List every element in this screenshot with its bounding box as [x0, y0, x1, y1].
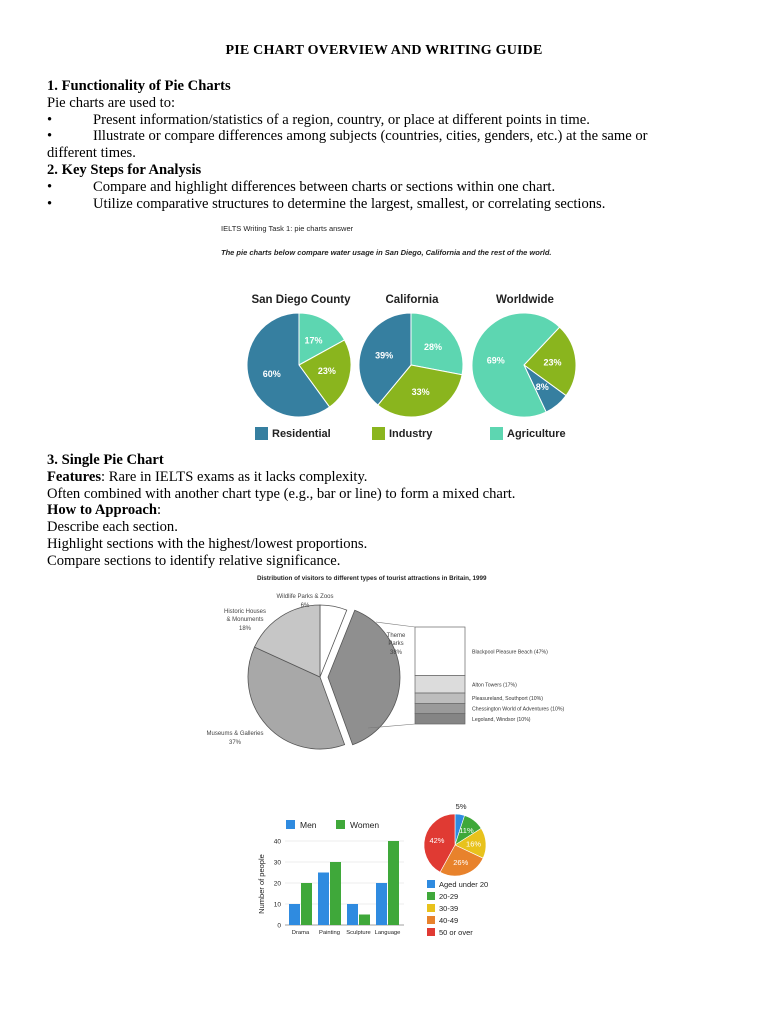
bar	[318, 873, 329, 926]
bullet-icon: •	[47, 128, 53, 145]
legend-residential: Residential	[272, 428, 331, 440]
legend-swatch	[427, 916, 435, 924]
bullet-icon: •	[47, 178, 53, 195]
bar	[330, 862, 341, 925]
legend-men: Men	[300, 820, 317, 830]
slice-label: 28%	[424, 341, 443, 352]
breakdown-segment	[415, 703, 465, 713]
x-tick-label: Painting	[319, 930, 340, 936]
x-tick-label: Sculpture	[346, 930, 371, 936]
slice-label: 39%	[375, 350, 394, 361]
bullet-continuation: different times.	[47, 145, 136, 162]
legend-label: 40-49	[439, 916, 459, 925]
legend-swatch-men	[286, 820, 295, 829]
bullet-icon: •	[47, 111, 53, 128]
label-theme-2: Parks	[388, 641, 404, 647]
bar	[289, 904, 300, 925]
step-line: Compare sections to identify relative significance.	[47, 552, 341, 569]
breakdown-label: Alton Towers (17%)	[472, 682, 517, 689]
water-usage-figure	[215, 222, 585, 447]
bar	[347, 904, 358, 925]
legend-label: 50 or over	[439, 928, 473, 937]
figure-description: The pie charts below compare water usage in San Diego, California and the rest of the world.	[221, 248, 552, 257]
y-tick-label: 30	[273, 859, 281, 867]
bullet-item: • Present information/statistics of a region, country, or place at different points in time.	[47, 111, 590, 128]
label-historic: Historic Houses	[223, 609, 267, 615]
y-tick-label: 20	[273, 880, 281, 888]
slice-label: 11%	[459, 825, 474, 835]
slice-label: 33%	[411, 386, 430, 397]
chart-title: Distribution of visitors to different types of tourist attractions in Britain, 1999	[257, 575, 487, 582]
section-functionality	[47, 78, 717, 212]
legend-swatch	[427, 928, 435, 936]
section-single-pie	[47, 452, 717, 570]
bullet-item: • Illustrate or compare differences among subjects (countries, cities, genders, etc.) at the same or	[47, 128, 648, 145]
legend-label: 30-39	[439, 904, 459, 913]
course-figure	[252, 800, 512, 940]
label-museums: Museums & Galleries	[206, 731, 264, 737]
section-heading: 3. Single Pie Chart	[47, 452, 164, 468]
breakdown-segment	[415, 714, 465, 724]
legend-swatch	[427, 892, 435, 900]
section-heading: 1. Functionality of Pie Charts	[47, 78, 231, 94]
legend-swatch-agriculture	[490, 427, 503, 440]
y-tick-label: 10	[273, 901, 281, 909]
breakdown-label: Blackpool Pleasure Beach (47%)	[472, 649, 548, 656]
bullet-item: • Utilize comparative structures to determine the largest, smallest, or correlating sections.	[47, 195, 606, 212]
section-heading: 2. Key Steps for Analysis	[47, 161, 202, 178]
label-wildlife: Wildlife Parks & Zoos	[276, 594, 334, 600]
x-tick-label: Language	[374, 930, 401, 936]
features-line: Features: Rare in IELTS exams as it lacks complexity.	[47, 468, 368, 485]
label-historic-2: & Monuments	[226, 617, 264, 623]
bullet-item: • Compare and highlight differences between charts or sections within one chart.	[47, 178, 556, 195]
legend-agriculture: Agriculture	[507, 428, 566, 440]
figure-task-caption: IELTS Writing Task 1: pie charts answer	[221, 224, 354, 233]
y-tick-label: 40	[273, 838, 281, 846]
breakdown-segment	[415, 693, 465, 703]
legend-swatch	[427, 904, 435, 912]
bar	[301, 883, 312, 925]
bullet-icon: •	[47, 195, 53, 212]
bar	[359, 915, 370, 926]
legend-swatch	[427, 880, 435, 888]
legend-swatch-women	[336, 820, 345, 829]
bar-ylabel: Number of people	[257, 854, 266, 914]
y-tick-label: 0	[277, 922, 281, 930]
slice-label: 69%	[486, 355, 505, 366]
legend-industry: Industry	[389, 428, 433, 440]
slice-label: 16%	[466, 839, 482, 849]
breakdown-label: Legoland, Windsor (10%)	[472, 716, 531, 723]
x-tick-label: Drama	[291, 930, 310, 936]
breakdown-segment	[415, 676, 465, 694]
slice-label: 17%	[304, 335, 323, 346]
legend-label: 20-29	[439, 892, 459, 901]
legend-label: Aged under 20	[439, 880, 489, 889]
pie-title-worldwide: Worldwide	[496, 294, 554, 306]
slice-label: 8%	[535, 382, 549, 393]
step-line: Describe each section.	[47, 519, 178, 536]
legend-swatch-industry	[372, 427, 385, 440]
label-wildlife-pct: 6%	[300, 603, 310, 609]
text-line: Often combined with another chart type (e.g., bar or line) to form a mixed chart.	[47, 485, 516, 502]
slice-label: 60%	[262, 368, 281, 379]
legend-women: Women	[350, 820, 380, 830]
tourism-figure	[200, 570, 580, 750]
label-theme-pct: 38%	[389, 650, 403, 656]
pie-title-california: California	[385, 294, 439, 306]
bar	[376, 883, 387, 925]
breakdown-label: Pleasureland, Southport (10%)	[472, 696, 543, 703]
page-title: PIE CHART OVERVIEW AND WRITING GUIDE	[225, 43, 543, 58]
label-theme: Theme	[386, 633, 406, 639]
section-intro: Pie charts are used to:	[47, 94, 176, 111]
breakdown-label: Chessington World of Adventures (10%)	[472, 706, 565, 713]
approach-line: How to Approach:	[47, 502, 162, 519]
pie-title-san-diego: San Diego County	[251, 294, 351, 306]
label-museums-pct: 37%	[228, 740, 242, 746]
legend-swatch-residential	[255, 427, 268, 440]
slice-label: 23%	[317, 366, 336, 377]
step-line: Highlight sections with the highest/lowest proportions.	[47, 535, 368, 552]
breakdown-segment	[415, 627, 465, 676]
slice-label: 5%	[455, 801, 467, 811]
slice-label: 23%	[543, 357, 562, 368]
connector-line	[376, 622, 415, 627]
slice-label: 42%	[429, 835, 445, 845]
slice-label: 26%	[453, 858, 469, 868]
bar	[388, 841, 399, 925]
label-historic-pct: 18%	[238, 626, 252, 632]
